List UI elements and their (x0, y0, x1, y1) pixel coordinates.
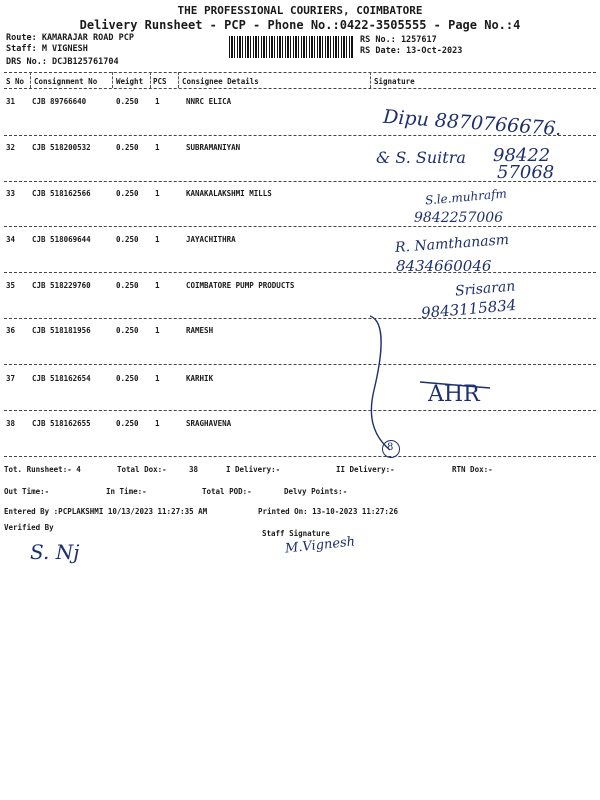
barcode (229, 36, 354, 58)
staff-label: Staff: M VIGNESH (6, 44, 88, 54)
row-rule (4, 226, 596, 227)
row-consignee: SRAGHAVENA (186, 419, 232, 428)
handwritten-phone: 8434660046 (396, 257, 492, 275)
row-sno: 32 (6, 143, 16, 152)
row-consignment: CJB 518162654 (32, 374, 91, 383)
col-divider (150, 72, 151, 88)
row-pcs: 1 (155, 374, 160, 383)
rs-number: RS No.: 1257617 (360, 35, 437, 45)
delivery-points: Delvy Points:- (284, 487, 348, 496)
row-rule (4, 364, 596, 365)
verifier-signature: S. Nj (30, 540, 80, 564)
col-header-weight: Weight (116, 77, 144, 86)
handwritten-signature: S.le.muhrafm (424, 186, 508, 208)
row-weight: 0.250 (116, 235, 139, 244)
row-sno: 31 (6, 97, 16, 106)
out-time: Out Time:- (4, 487, 50, 496)
row-weight: 0.250 (116, 281, 139, 290)
table-header-rule (4, 88, 596, 89)
handwritten-phone: 57068 (497, 162, 555, 183)
col-header-signature: Signature (374, 77, 415, 86)
col-divider (112, 72, 113, 88)
row-weight: 0.250 (116, 143, 139, 152)
handwritten-signature: R. Namthanasm (394, 232, 510, 256)
handwritten-initials: AHR (428, 382, 480, 407)
row-pcs: 1 (155, 326, 160, 335)
col-divider (370, 72, 371, 88)
total-dox-value: 38 (189, 465, 199, 474)
handwritten-signature: Dipu 8870766676. (382, 105, 563, 141)
row-consignment: CJB 518069644 (32, 235, 91, 244)
row-weight: 0.250 (116, 97, 139, 106)
total-pod: Total POD:- (202, 487, 252, 496)
row-consignment: CJB 518229760 (32, 281, 91, 290)
circled-number (382, 440, 400, 458)
rs-date: RS Date: 13-Oct-2023 (360, 46, 463, 56)
staff-signature: M.Vignesh (284, 534, 356, 557)
col-header-pcs: PCS (153, 77, 167, 86)
row-rule (4, 272, 596, 273)
row-pcs: 1 (155, 143, 160, 152)
handwritten-phone: 9843115834 (420, 295, 518, 323)
row-consignee: SUBRAMANIYAN (186, 143, 241, 152)
handwritten-phone: 9842257006 (414, 210, 504, 226)
document-title: THE PROFESSIONAL COURIERS, COIMBATORE (177, 4, 423, 17)
row-consignee: RAMESH (186, 326, 214, 335)
col-header-consignment: Consignment No (34, 77, 98, 86)
rtn-dox: RTN Dox:- (452, 465, 493, 474)
col-header-consignee: Consignee Details (182, 77, 259, 86)
row-sno: 35 (6, 281, 16, 290)
row-sno: 36 (6, 326, 16, 335)
row-pcs: 1 (155, 189, 160, 198)
row-consignment: CJB 518162566 (32, 189, 91, 198)
handwritten-bracket-stroke (360, 310, 500, 470)
row-rule (4, 318, 596, 319)
circled-number-text: 8 (387, 442, 394, 453)
row-rule (4, 410, 596, 411)
row-pcs: 1 (155, 281, 160, 290)
in-time: In Time:- (106, 487, 147, 496)
col-header-sno: S No (6, 77, 25, 86)
row-weight: 0.250 (116, 326, 139, 335)
row-pcs: 1 (155, 235, 160, 244)
verified-by-label: Verified By (4, 523, 54, 532)
table-top-rule (4, 72, 596, 73)
row-consignee: NNRC ELICA (186, 97, 232, 106)
total-dox-label: Total Dox:- (117, 465, 167, 474)
row-sno: 38 (6, 419, 16, 428)
handwritten-phone: 98422 (493, 145, 551, 166)
i-delivery: I Delivery:- (226, 465, 281, 474)
row-consignment: CJB 518162655 (32, 419, 91, 428)
document-subtitle: Delivery Runsheet - PCP - Phone No.:0422-3505555 - Page No.:4 (79, 18, 521, 32)
row-sno: 33 (6, 189, 16, 198)
drs-number: DRS No.: DCJB125761704 (6, 57, 119, 67)
row-sno: 34 (6, 235, 16, 244)
route-label: Route: KAMARAJAR ROAD PCP (6, 33, 134, 43)
ii-delivery: II Delivery:- (336, 465, 395, 474)
row-consignee: JAYACHITHRA (186, 235, 236, 244)
handwritten-signature: Srisaran (454, 278, 516, 300)
col-divider (178, 72, 179, 88)
col-divider (30, 72, 31, 88)
row-pcs: 1 (155, 419, 160, 428)
row-sno: 37 (6, 374, 16, 383)
handwritten-signature: & S. Suitra (376, 148, 466, 167)
row-consignment: CJB 518200532 (32, 143, 91, 152)
row-consignee: KANAKALAKSHMI MILLS (186, 189, 272, 198)
row-pcs: 1 (155, 97, 160, 106)
row-consignee: KARHIK (186, 374, 214, 383)
total-runsheet: Tot. Runsheet:- 4 (4, 465, 81, 474)
table-bottom-rule (4, 456, 596, 457)
row-consignment: CJB 89766640 (32, 97, 87, 106)
staff-signature-label: Staff Signature (262, 529, 330, 538)
entered-by: Entered By :PCPLAKSHMI 10/13/2023 11:27:35 AM (4, 507, 208, 516)
row-consignment: CJB 518181956 (32, 326, 91, 335)
printed-on: Printed On: 13-10-2023 11:27:26 (258, 507, 398, 516)
row-consignee: COIMBATORE PUMP PRODUCTS (186, 281, 295, 290)
row-weight: 0.250 (116, 374, 139, 383)
row-weight: 0.250 (116, 419, 139, 428)
row-weight: 0.250 (116, 189, 139, 198)
